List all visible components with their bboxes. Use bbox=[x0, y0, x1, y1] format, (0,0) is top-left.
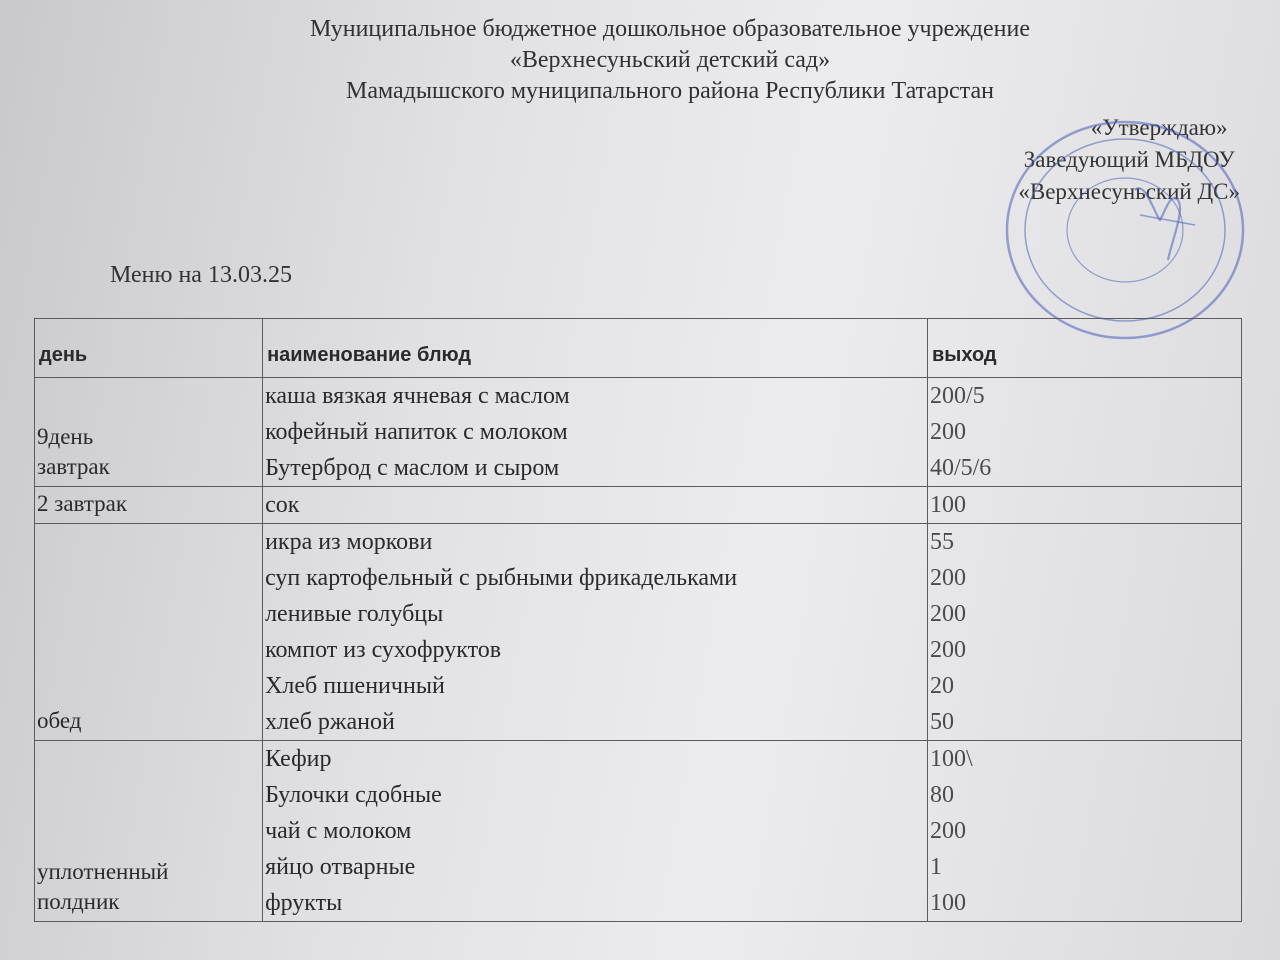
dishes-cell bbox=[263, 741, 928, 922]
table-row bbox=[35, 378, 1242, 487]
meal-cell bbox=[35, 741, 263, 922]
amount-value: 200 bbox=[929, 818, 966, 844]
dish-item: кофейный напиток с молоком bbox=[265, 419, 568, 445]
dish-item: Хлеб пшеничный bbox=[265, 673, 445, 699]
dishes-cell bbox=[263, 524, 928, 741]
dishes-cell bbox=[263, 487, 928, 524]
column-header-day: день bbox=[35, 319, 263, 378]
dish-item: сок bbox=[265, 492, 300, 518]
menu-table bbox=[34, 318, 1242, 922]
amount-value: 100\ bbox=[929, 746, 973, 772]
dish-item: каша вязкая ячневая с маслом bbox=[265, 383, 570, 409]
dish-item: чай с молоком bbox=[265, 818, 412, 844]
meal-label: завтрак bbox=[37, 454, 110, 479]
amount-value: 200 bbox=[929, 601, 966, 627]
amount-value: 100 bbox=[929, 890, 966, 916]
dish-item: ленивые голубцы bbox=[265, 601, 444, 627]
amount-value: 200 bbox=[929, 419, 966, 445]
column-header-dish: наименование блюд bbox=[263, 319, 928, 378]
table-row bbox=[35, 741, 1242, 922]
meal-label: обед bbox=[37, 708, 82, 733]
dishes-cell bbox=[263, 378, 928, 487]
meal-label: уплотненный bbox=[37, 859, 169, 884]
amounts-cell bbox=[927, 524, 1241, 741]
menu-date: Меню на 13.03.25 bbox=[110, 262, 292, 288]
amount-value: 40/5/6 bbox=[929, 455, 992, 481]
amount-value: 80 bbox=[929, 782, 954, 808]
meal-cell bbox=[35, 378, 263, 487]
institution-header bbox=[0, 14, 1280, 107]
amounts-cell bbox=[927, 741, 1241, 922]
dish-item: яйцо отварные bbox=[265, 854, 416, 880]
dish-item: Бутерброд с маслом и сыром bbox=[265, 455, 560, 481]
amount-value: 200/5 bbox=[929, 383, 985, 409]
dish-item: компот из сухофруктов bbox=[265, 637, 502, 663]
header-line-2: «Верхнесуньский детский сад» bbox=[509, 47, 831, 73]
table-header-row bbox=[35, 319, 1242, 378]
approval-block bbox=[1018, 112, 1240, 208]
meal-label: 2 завтрак bbox=[37, 491, 128, 516]
dish-item: икра из моркови bbox=[265, 529, 433, 555]
amounts-cell bbox=[927, 378, 1241, 487]
meal-cell bbox=[35, 487, 263, 524]
amount-value: 55 bbox=[929, 529, 954, 555]
amounts-cell bbox=[927, 487, 1241, 524]
amount-value: 200 bbox=[929, 637, 966, 663]
approval-line-1: «Утверждаю» bbox=[1090, 115, 1228, 140]
table-row bbox=[35, 524, 1242, 741]
header-line-3: Мамадышского муниципального района Республики Татарстан bbox=[346, 78, 994, 104]
dish-item: Булочки сдобные bbox=[265, 782, 442, 808]
dish-item: хлеб ржаной bbox=[265, 709, 395, 735]
meal-label: 9день bbox=[37, 424, 94, 449]
dish-item: суп картофельный с рыбными фрикадельками bbox=[265, 565, 738, 591]
column-header-amount: выход bbox=[927, 319, 1241, 378]
amount-value: 1 bbox=[929, 854, 942, 880]
approval-line-2: Заведующий МБДОУ bbox=[1023, 147, 1235, 172]
header-line-1: Муниципальное бюджетное дошкольное образовательное учреждение bbox=[310, 16, 1030, 42]
amount-value: 50 bbox=[929, 709, 954, 735]
approval-line-3: «Верхнесуньский ДС» bbox=[1018, 179, 1240, 204]
meal-label: полдник bbox=[37, 889, 120, 914]
amount-value: 20 bbox=[929, 673, 954, 699]
amount-value: 100 bbox=[929, 492, 966, 518]
dish-item: фрукты bbox=[265, 890, 343, 916]
table-row bbox=[35, 487, 1242, 524]
dish-item: Кефир bbox=[265, 746, 332, 772]
meal-cell bbox=[35, 524, 263, 741]
amount-value: 200 bbox=[929, 565, 966, 591]
